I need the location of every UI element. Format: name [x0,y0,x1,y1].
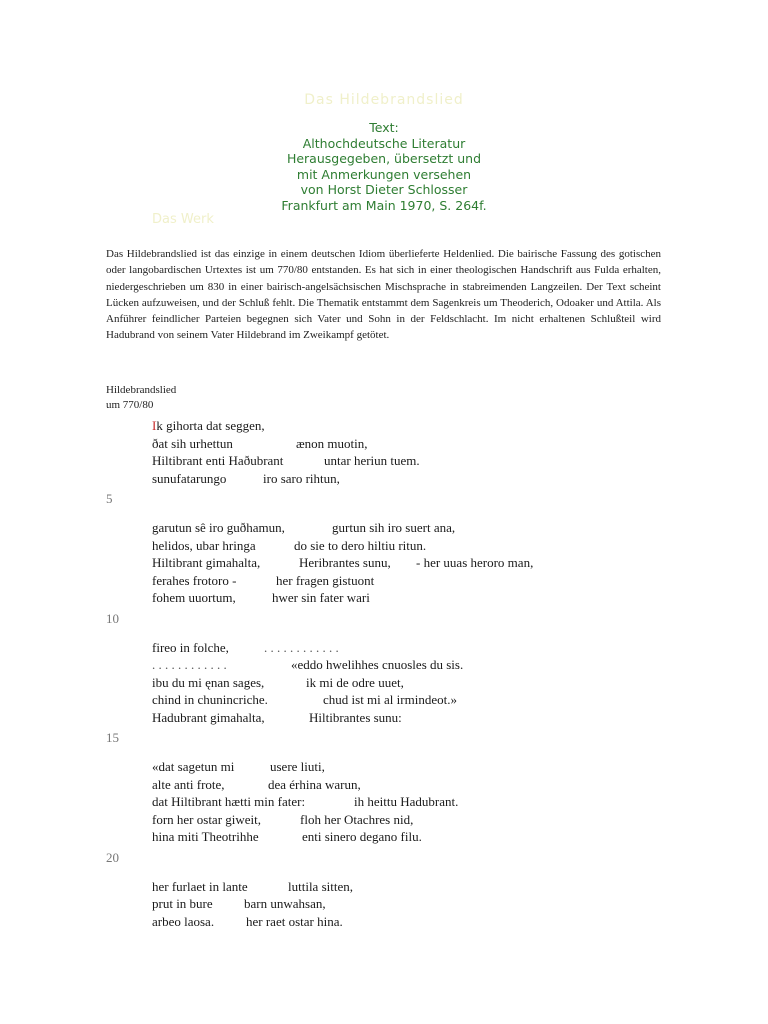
poem-heading [106,383,176,413]
verse-first-half: garutun sê iro guðhamun, [152,520,285,535]
source-line: Herausgegeben, übersetzt und [286,151,482,166]
verse-first-half: arbeo laosa. [152,913,215,929]
source-citation [0,120,768,213]
verse-second-half: chud ist mi al irmindeot.» [323,692,457,707]
line-number: 20 [106,849,119,865]
verse-line [106,811,706,829]
verse-line [106,554,706,572]
verse-second-half: «eddo hwelihhes cnuosles du sis. [291,657,464,672]
verse-second-half: luttila sitten, [288,878,353,894]
verse-second-half: iro saro rihtun, [263,470,340,486]
verse-line [106,758,706,776]
verse-second-half: ih heittu Hadubrant. [354,794,459,809]
poem-date: um 770/80 [106,399,154,411]
verse-first-half: fohem uuortum, [152,590,236,605]
intro-paragraph: Das Hildebrandslied ist das einzige in einem deutschen Idiom überlieferte Heldenlied. Die bairische Fassung des gotischen oder langobardischen Urtextes ist um 770/80 entstanden. Es hat sich in einer theologischen Handschrift aus Fulda erhalten, niedergeschrieben um 830 in einer bairisch-angelsächsischen Mischsprache in stabreimenden Langzeilen. Der Text scheint Lücken aufzuweisen, und der Schluß fehlt. Die Thematik entstammt dem Sagenkreis um Theoderich, Odoaker und Attila. Als Anführer feindlicher Parteien begegnen sich Vater und Sohn in der Feldschlacht. Im nicht erhaltenen Schlußteil wird Hadubrand von seinem Vater Hildebrand im Zweikampf getötet. [106,248,661,342]
verse-second-half: do sie to dero hiltiu ritun. [294,537,427,553]
verse-first-half: Hadubrant gimahalta, [152,709,265,725]
verse-line [106,709,706,727]
verse-line [106,895,706,913]
verse-line [106,537,706,555]
verse-first-half: sunufatarungo [152,470,227,486]
verse-second-half: floh her Otachres nid, [300,811,414,827]
verse-line [106,435,706,453]
verse-second-half: Hiltibrantes sunu: [309,709,402,725]
stanza [106,878,706,931]
verse-line [106,828,706,846]
verse-second-half: ik mi de odre uuet, [306,674,404,690]
stanza [106,519,706,607]
verse-second-half: dea érhina warun, [268,776,361,792]
verse-second-half: ænon muotin, [296,435,368,451]
verse-second-half: untar heriun tuem. [324,453,420,468]
verse-third-part: - her uuas heroro man, [416,555,534,570]
verse-second-half: enti sinero degano filu. [302,829,422,844]
source-line: Text: [369,120,399,135]
line-number: 10 [106,610,119,626]
verse-line [106,878,706,896]
verse-first-half: hina miti Theotrihhe [152,829,259,844]
verse-first-half: prut in bure [152,896,213,911]
verse-first-half: . . . . . . . . . . . . [152,657,227,672]
initial-letter: I [152,418,157,433]
verse-line [106,572,706,590]
verse-first-half: chind in chunincriche. [152,692,268,707]
verse-line [106,691,706,709]
verse-line [106,674,706,692]
verse-first-half: «dat sagetun mi [152,759,235,774]
verse-first-half: Ik gihorta dat seggen, [152,418,265,433]
verse-line [106,589,706,607]
verse-first-half: fireo in folche, [152,639,229,655]
verse-first-half: alte anti frote, [152,776,225,792]
verse-first-half: ferahes frotoro - [152,572,237,588]
verse-first-half: ðat sih urhettun [152,435,233,451]
verse-line [106,519,706,537]
page-title: Das Hildebrandslied [304,92,464,108]
stanza [106,639,706,727]
poem-text [106,417,706,930]
verse-second-half: Heribrantes sunu, [299,555,391,570]
source-line: mit Anmerkungen versehen [296,166,472,182]
verse-second-half: usere liuti, [270,759,325,774]
line-number: 15 [106,730,119,745]
verse-line [106,639,706,657]
section-heading: Das Werk [152,212,214,227]
verse-first-half: forn her ostar giweit, [152,811,262,827]
verse-line [106,913,706,931]
verse-second-half: hwer sin fater wari [272,590,370,605]
verse-second-half: her raet ostar hina. [246,913,343,929]
verse-line [106,793,706,811]
verse-second-half: her fragen gistuont [276,572,375,588]
line-number: 5 [106,491,113,506]
source-line: Althochdeutsche Literatur [302,135,466,151]
verse-line [106,656,706,674]
verse-second-half: . . . . . . . . . . . . [264,639,339,655]
verse-first-half: Hiltibrant enti Haðubrant [152,453,284,468]
verse-second-half: barn unwahsan, [244,896,326,911]
stanza [106,417,706,487]
source-line: Frankfurt am Main 1970, S. 264f. [281,197,487,213]
verse-first-half: Hiltibrant gimahalta, [152,555,261,570]
verse-line [106,470,706,488]
verse-first-half: dat Hiltibrant hætti min fater: [152,794,306,809]
source-line: von Horst Dieter Schlosser [300,182,468,197]
verse-second-half: gurtun sih iro suert ana, [332,520,456,535]
poem-title: Hildebrandslied [106,384,177,396]
verse-first-half: ibu du mi ęnan sages, [152,674,265,690]
verse-first-half: helidos, ubar hringa [152,537,256,553]
verse-line [106,452,706,470]
verse-line [106,417,706,435]
stanza [106,758,706,846]
verse-first-half: her furlaet in lante [152,878,248,894]
verse-line [106,776,706,794]
